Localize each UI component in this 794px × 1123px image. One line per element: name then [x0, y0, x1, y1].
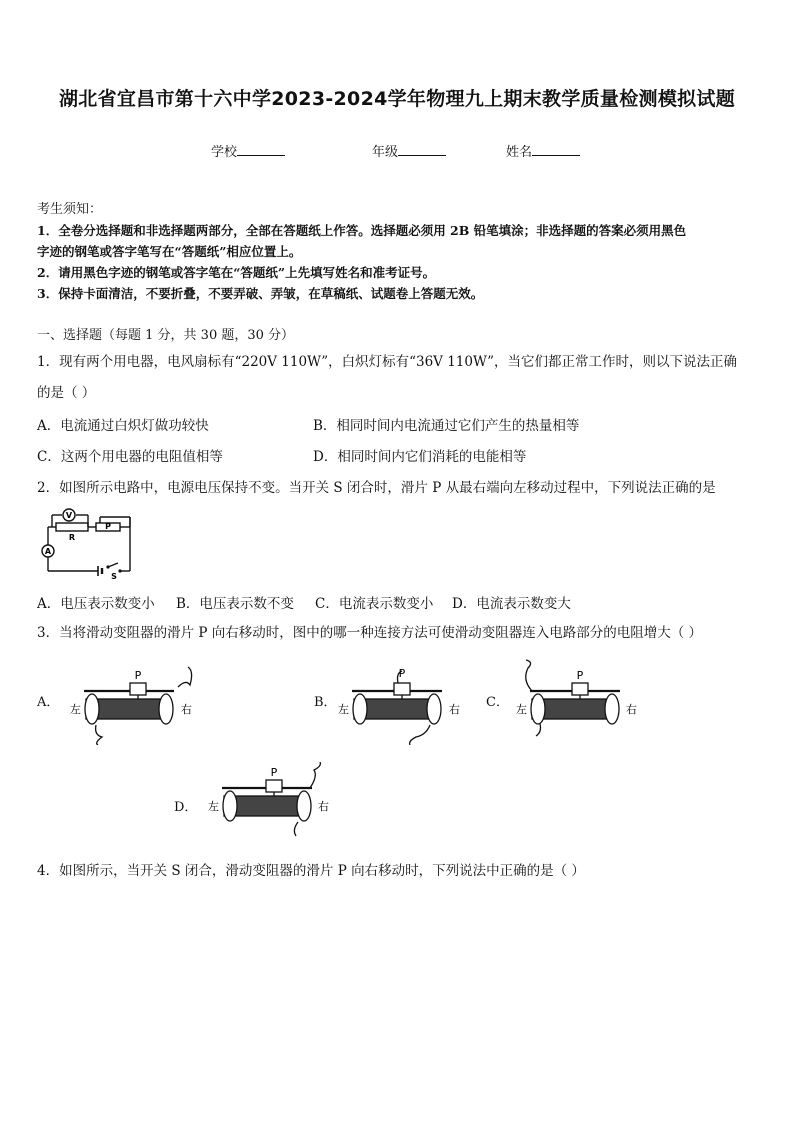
rheostat-figure-a [68, 665, 208, 745]
notice-item-3: 3．保持卡面清洁，不要折叠，不要弄破、弄皱，在草稿纸、试题卷上答题无效。 [37, 286, 484, 301]
notice-item-1-cont: 字迹的钢笔或答字笔写在“答题纸”相应位置上。 [37, 244, 302, 259]
left-label-b: 左 [338, 703, 349, 716]
grade-blank[interactable] [398, 143, 446, 156]
notice-heading: 考生须知： [37, 202, 103, 217]
notice-item-1: 1．全卷分选择题和非选择题两部分，全部在答题纸上作答。选择题必须用 2B 铅笔填涂；非选择题的答案必须用黑色 [37, 223, 687, 238]
rheostat-figure-b [336, 665, 476, 745]
left-label-a: 左 [70, 703, 81, 716]
school-field [211, 141, 285, 160]
name-blank[interactable] [532, 143, 580, 156]
q2-option-d[interactable]: D．电流表示数变大 [452, 596, 571, 612]
q3-label-a[interactable]: A． [37, 695, 60, 710]
q3-label-c[interactable]: C． [486, 695, 509, 710]
ammeter-label: A [44, 547, 52, 556]
q4-stem: 4．如图所示，当开关 S 闭合，滑动变阻器的滑片 P 向右移动时，下列说法中正确的是（ ） [37, 863, 585, 879]
q1-stem: 1．现有两个用电器，电风扇标有“220V 110W”，白炽灯标有“36V 110W”，当它们都正常工作时，则以下说法正确 [37, 354, 738, 370]
left-label-c: 左 [516, 703, 527, 716]
section-heading: 一、选择题（每题 1 分，共 30 题，30 分） [37, 328, 295, 343]
switch-label: S [111, 572, 117, 579]
notice-item-2: 2．请用黑色字迹的钢笔或答字笔在“答题纸”上先填写姓名和准考证号。 [37, 265, 436, 280]
grade-field [372, 141, 446, 160]
slider-label: P [105, 522, 111, 531]
q1-option-c[interactable]: C．这两个用电器的电阻值相等 [37, 449, 223, 465]
slider-p-a: P [134, 669, 142, 682]
q3-label-d[interactable]: D． [174, 800, 198, 815]
name-field [506, 141, 580, 160]
slider-p-c: P [576, 669, 584, 682]
q2-option-b[interactable]: B．电压表示数不变 [176, 596, 294, 612]
right-label-c: 右 [626, 703, 637, 716]
right-label-b: 右 [449, 703, 460, 716]
q1-option-a[interactable]: A．电流通过白炽灯做功较快 [37, 418, 209, 434]
q3-label-b[interactable]: B． [314, 695, 337, 710]
school-label: 学校 [211, 145, 238, 160]
exam-title: 湖北省宜昌市第十六中学2023-2024学年物理九上期末教学质量检测模拟试题 [58, 88, 736, 110]
rheostat-figure-c [514, 658, 654, 745]
left-label-d: 左 [208, 800, 219, 813]
grade-label: 年级 [372, 145, 399, 160]
name-label: 姓名 [506, 145, 533, 160]
right-label-a: 右 [181, 703, 192, 716]
q1-option-b[interactable]: B．相同时间内电流通过它们产生的热量相等 [313, 418, 580, 434]
right-label-d: 右 [318, 800, 329, 813]
q2-stem: 2．如图所示电路中，电源电压保持不变。当开关 S 闭合时，滑片 P 从最右端向左移动过程中，下列说法正确的是 [37, 480, 716, 496]
q2-circuit-diagram [38, 507, 136, 579]
q2-option-c[interactable]: C．电流表示数变小 [315, 596, 434, 612]
school-blank[interactable] [237, 143, 285, 156]
q2-option-a[interactable]: A．电压表示数变小 [37, 596, 155, 612]
q1-stem-cont: 的是（ ） [37, 385, 96, 401]
resistor-label: R [68, 533, 76, 542]
voltmeter-label: V [65, 511, 73, 520]
slider-p-b: P [398, 667, 406, 680]
q3-stem: 3．当将滑动变阻器的滑片 P 向右移动时，图中的哪一种连接方法可使滑动变阻器连入电路部分的电阻增大（ ） [37, 625, 703, 641]
q1-option-d[interactable]: D．相同时间内它们消耗的电能相等 [313, 449, 527, 465]
slider-p-d: P [270, 766, 278, 779]
rheostat-figure-d [206, 762, 346, 842]
